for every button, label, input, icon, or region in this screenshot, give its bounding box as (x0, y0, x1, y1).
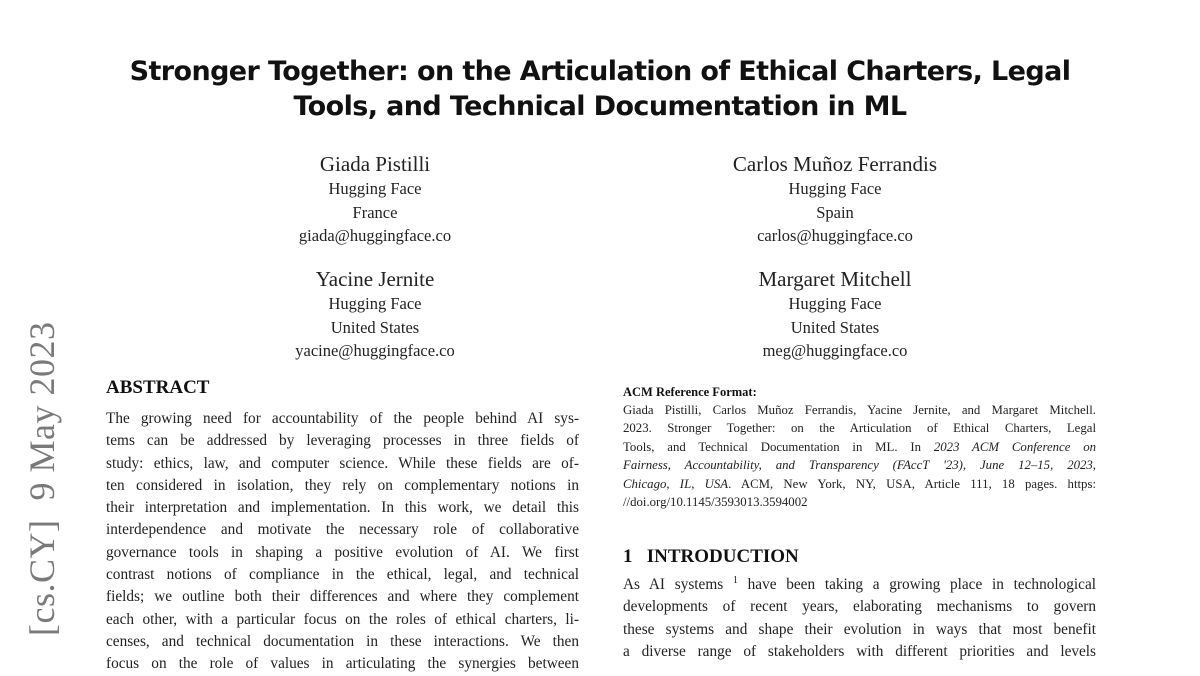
acm-text: Tools, and Technical Documentation in ML. In (623, 439, 934, 454)
doi-link[interactable]: //doi.org/10.1145/3593013.3594002 (623, 495, 808, 510)
author-email: giada@huggingface.co (298, 226, 452, 245)
title-line-1: Stronger Together: on the Articulation of Ethical Charters, Legal (129, 56, 1071, 87)
acm-venue: Fairness, Accountability, and Transparency (FAccT '23), June 12–15, 2023, (623, 458, 1096, 473)
acm-venue: 2023 ACM Conference on (933, 439, 1097, 454)
introduction-heading (623, 545, 799, 569)
acm-reference-heading: ACM Reference Format: (623, 385, 757, 399)
intro-text: As AI systems (623, 576, 733, 593)
author-affiliation: Hugging Face (328, 294, 422, 313)
acm-line: 2023. Stronger Together: on the Articulation of Ethical Charters, Legal (623, 421, 1096, 436)
abstract-line: study: ethics, law, and computer science. While these fields are of- (106, 454, 579, 472)
abstract-heading: ABSTRACT (106, 377, 210, 398)
acm-venue: Chicago, IL, USA (623, 476, 729, 491)
author-block (685, 266, 985, 363)
intro-line: these systems and shape their evolution in ways that most benefit (623, 620, 1096, 638)
abstract-body (106, 408, 579, 676)
author-block (225, 266, 525, 363)
acm-line (623, 438, 1096, 456)
author-affiliation: Hugging Face (328, 179, 422, 198)
author-name: Giada Pistilli (319, 152, 431, 176)
section-number: 1 (623, 546, 633, 567)
acm-reference-body (623, 401, 1096, 511)
abstract-line: ten considered in isolation, they rely on complementary notions in (106, 476, 579, 494)
abstract-line: contrast notions of compliance in the ethical, legal, and technical (106, 566, 579, 584)
acm-line (623, 475, 1096, 493)
author-email: meg@huggingface.co (762, 341, 908, 360)
author-country: France (352, 202, 398, 222)
abstract-line: focus on the role of values in articulating the synergies between (106, 655, 579, 673)
introduction-body (623, 574, 1096, 663)
author-block (685, 151, 985, 248)
intro-line: developments of recent years, elaborating mechanisms to govern (623, 598, 1096, 616)
author-name: Margaret Mitchell (758, 267, 912, 291)
arxiv-stamp: [cs.CY] 9 May 2023 (22, 321, 62, 636)
author-country: United States (790, 317, 880, 337)
author-name: Carlos Muñoz Ferrandis (732, 152, 938, 176)
intro-text: have been taking a growing place in technological (737, 576, 1096, 593)
section-title: INTRODUCTION (646, 546, 799, 567)
paper-title (100, 54, 1100, 124)
title-line-2: Tools, and Technical Documentation in ML (293, 91, 907, 122)
author-affiliation: Hugging Face (788, 179, 882, 198)
author-name: Yacine Jernite (315, 267, 435, 291)
abstract-line: The growing need for accountability of the people behind AI sys- (106, 410, 579, 427)
abstract-line: censes, and technical documentation in these interactions. We then (106, 632, 579, 650)
abstract-line: tems can be addressed by leveraging processes in three fields of (106, 432, 579, 450)
author-country: United States (330, 317, 420, 337)
footnote-marker[interactable]: 1 (732, 575, 738, 586)
abstract-line: governance tools in shaping a positive evolution of AI. We first (106, 543, 579, 561)
acm-line: Giada Pistilli, Carlos Muñoz Ferrandis, Yacine Jernite, and Margaret Mitchell. (623, 403, 1096, 417)
acm-line (623, 456, 1096, 474)
author-email: yacine@huggingface.co (295, 341, 455, 360)
author-affiliation: Hugging Face (788, 294, 882, 313)
author-block (225, 151, 525, 248)
author-country: Spain (816, 202, 854, 222)
intro-line (623, 574, 1096, 596)
abstract-line: each other, with a particular focus on the roles of ethical charters, li- (106, 610, 579, 628)
intro-line: a diverse range of stakeholders with different priorities and levels (623, 642, 1096, 660)
abstract-line: fields; we outline both their differences and where they complement (106, 588, 579, 606)
abstract-line: their interpretation and implementation. In this work, we detail this (106, 499, 579, 517)
acm-text: . ACM, New York, NY, USA, Article 111, 18 pages. https: (728, 476, 1096, 491)
author-email: carlos@huggingface.co (757, 226, 913, 245)
abstract-line: interdependence and motivate the necessary role of collaborative (106, 521, 579, 539)
